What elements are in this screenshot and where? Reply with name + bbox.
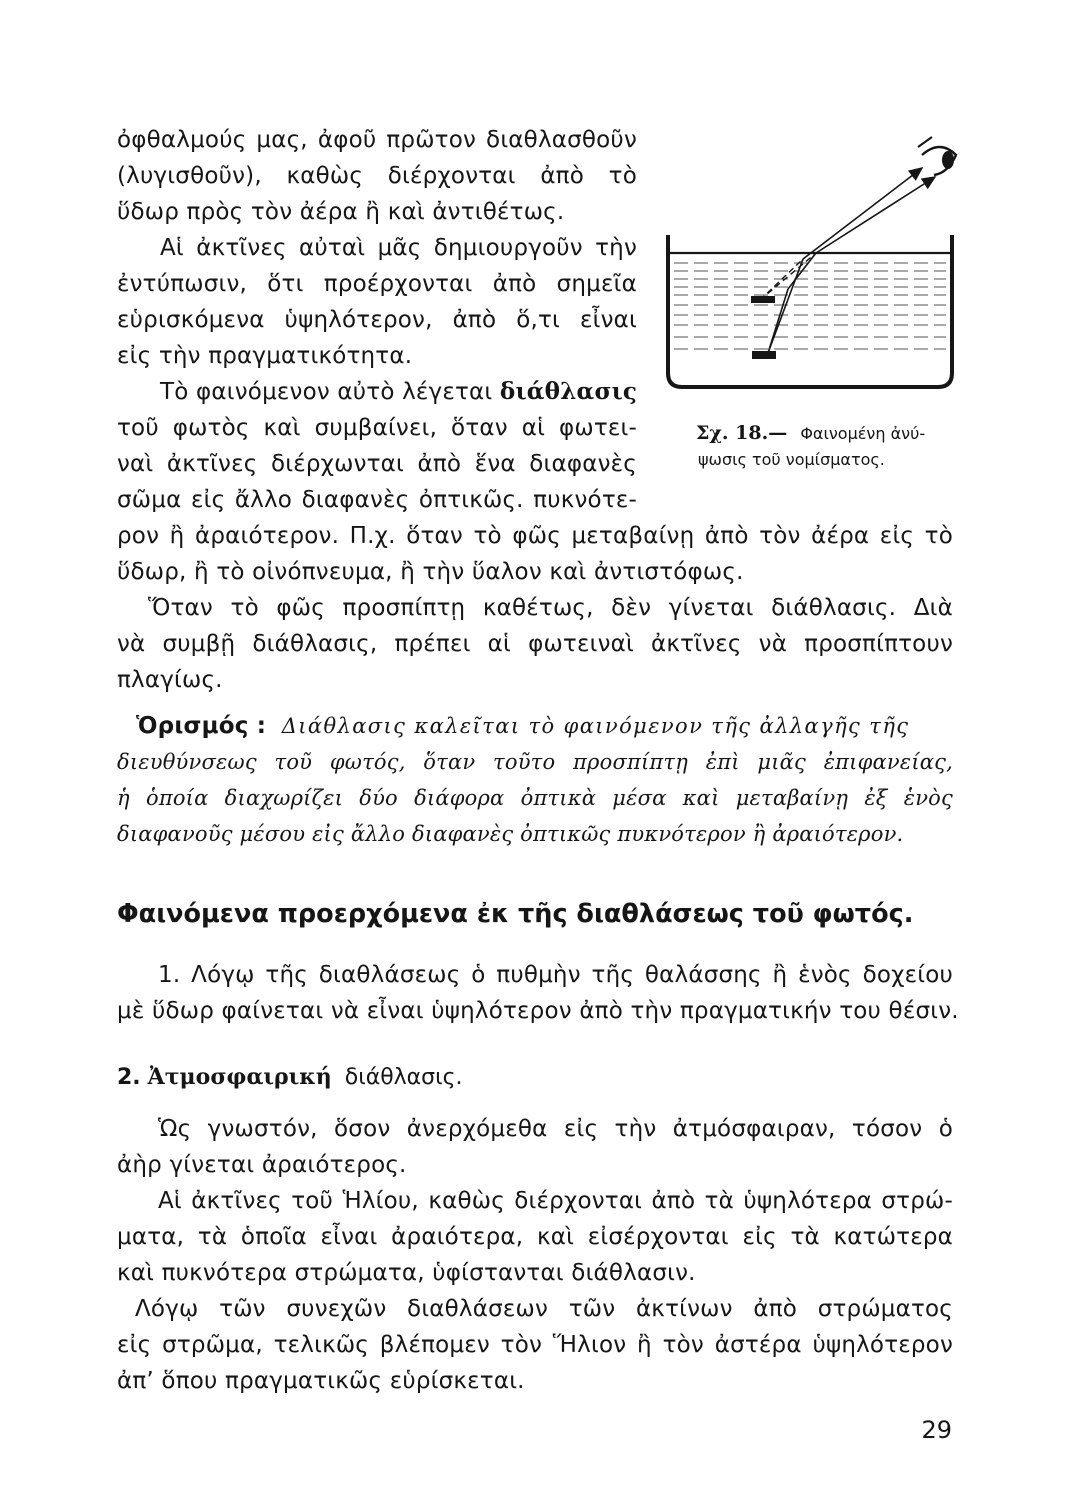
body-line: ἐντύπωσιν, ὅτι προέρχονται ἀπὸ σημεῖα [117,271,637,297]
ray-water-1 [768,259,803,353]
body-line: νὰ συμβῇ διάθλασις, πρέπει αἱ φωτειναὶ ἀκτῖνες νὰ προσπίπτουν [117,631,953,657]
body-line: ὕδωρ, ἢ τὸ οἰνόπνευμα, ἢ τὴν ὕαλον καὶ ἀντιστόφως. [117,559,744,585]
atmos-line: Αἱ ἀκτῖνες τοῦ Ἡλίου, καθὼς διέρχονται ἀπὸ τὰ ὑψηλότερα στρώ- [158,1188,953,1214]
body-line: ὕδωρ πρὸς τὸν ἀέρα ἢ καὶ ἀντιθέτως. [117,199,565,225]
subheading-number: 2. [117,1065,141,1090]
figure-label: Σχ. 18.— [696,422,788,444]
eye-icon [918,137,956,175]
body-line: ὀφθαλμούς μας, ἀφοῦ πρῶτον διαθλασθοῦν [117,127,637,153]
body-line: (λυγισθοῦν), καθὼς διέρχονται ἀπὸ τὸ [117,163,637,189]
atmos-line: Ὡς γνωστόν, ὅσον ἀνερχόμεθα εἰς τὴν ἀτμόσφαιραν, τόσον ὁ [158,1116,953,1142]
virtual-ray-2 [760,253,816,300]
atmos-line: καὶ πυκνότερα στρώματα, ὑφίστανται διάθλασιν. [117,1260,696,1286]
atmos-line: εἰς στρῶμα, τελικῶς βλέπομεν τὸν Ἥλιον ἢ τὸν ἀστέρα ὑψηλότερον [117,1332,953,1358]
body-line: εἰς τὴν πραγματικότητα. [117,343,413,369]
caption-line-2: ψωσις τοῦ νομίσματος. [698,450,885,469]
body-line: πλαγίως. [117,667,223,693]
body-line: Αἱ ἀκτῖνες αὐταὶ μᾶς δημιουργοῦν τὴν [160,235,637,261]
body-line [160,377,637,407]
body-line: ρον ἢ ἀραιότερον. Π.χ. ὅταν τὸ φῶς μεταβαίνῃ ἀπὸ τὸν ἀέρα εἰς τὸ [117,523,953,549]
definition-line: διαφανοῦς μέσου εἰς ἄλλο διαφανὲς ὀπτικῶς πυκνότερον ἢ ἀραιότερον. [117,822,904,846]
item1-line: μὲ ὕδωρ φαίνεται νὰ εἶναι ὑψηλότερον ἀπὸ τὴν πραγματικήν του θέσιν. [117,998,959,1024]
definition-label: Ὁρισμός : [136,713,267,739]
ray-air-2 [816,177,935,253]
body-line: Ὅταν τὸ φῶς προσπίπτῃ καθέτως, δὲν γίνεται διάθλασις. Διὰ [148,595,953,621]
body-line: εὑρισκόμενα ὑψηλότερον, ἀπὸ ὅ,τι εἶναι [117,307,637,333]
subheading-atmospheric [117,1062,462,1093]
atmos-line: ἀπ’ ὅπου πραγματικῶς εὑρίσκεται. [117,1368,525,1394]
body-line: σῶμα εἰς ἄλλο διαφανὲς ὀπτικῶς. πυκνότε- [117,487,637,513]
body-line-text: Τὸ φαινόμενον αὐτὸ λέγεται [160,379,493,405]
water-lines [674,263,946,349]
figure-caption [696,420,958,473]
refraction-figure [660,125,960,415]
definition-line: ἡ ὁποία διαχωρίζει δύο διάφορα ὀπτικὰ μέσα καὶ μεταβαίνῃ ἐξ ἑνὸς [117,786,953,810]
ray-air-1 [803,168,922,259]
ray-water-2b [788,253,816,289]
term-diathlasis: διάθλασις [499,378,638,405]
definition-text: Διάθλασις καλεῖται τὸ φαινόμενον τῆς ἀλλαγῆς τῆς [281,714,910,738]
subheading-rest: διάθλασις. [344,1065,463,1090]
body-line: ναὶ ἀκτῖνες διέρχωνται ἀπὸ ἕνα διαφανὲς [117,451,637,477]
item1-line: 1. Λόγῳ τῆς διαθλάσεως ὁ πυθμὴν τῆς θαλάσσης ἢ ἑνὸς δοχείου [158,962,953,988]
atmos-line: ματα, τὰ ὁποῖα εἶναι ἀραιότερα, καὶ εἰσέρχονται εἰς τὰ κατώτερα [117,1224,953,1250]
caption-line-1: Φαινομένη ἀνύ- [800,424,926,443]
real-coin [752,351,776,359]
body-line: τοῦ φωτὸς καὶ συμβαίνει, ὅταν αἱ φωτει- [117,415,637,441]
atmos-line: Λόγῳ τῶν συνεχῶν διαθλάσεων τῶν ἀκτίνων ἀπὸ στρώματος [135,1296,953,1322]
definition-line [136,711,953,741]
page-number: 29 [921,1416,952,1444]
definition-line: διευθύνσεως τοῦ φωτός, ὅταν τοῦτο προσπίπτῃ ἐπὶ μιᾶς ἐπιφανείας, [117,750,953,774]
section-heading: Φαινόμενα προερχόμενα ἐκ τῆς διαθλάσεως τοῦ φωτός. [117,899,914,929]
atmos-line: ἀὴρ γίνεται ἀραιότερος. [117,1152,407,1178]
subheading-bold: Ἀτμοσφαιρική [147,1064,332,1090]
